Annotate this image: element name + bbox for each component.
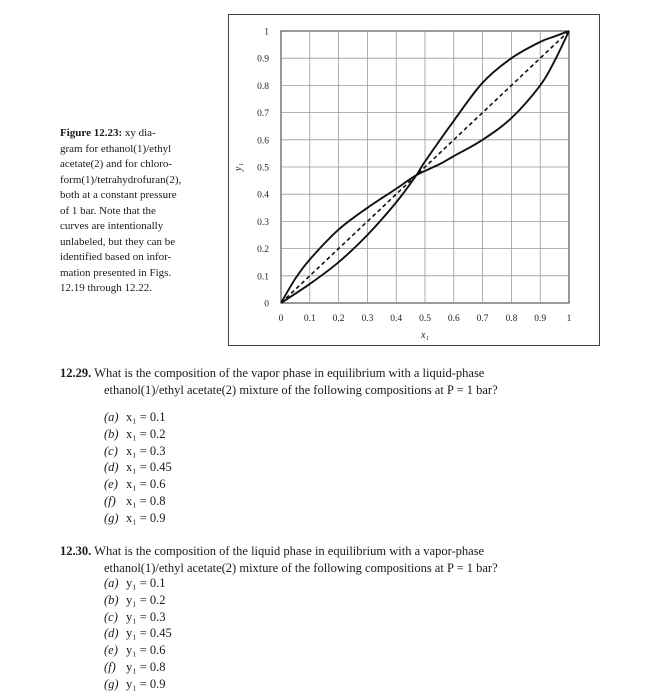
problem-12-29-options — [104, 409, 172, 527]
option-item — [104, 476, 172, 493]
option-text: x₁ = 0.45 — [126, 460, 172, 475]
y-tick-label: 0.8 — [257, 81, 269, 92]
option-text: x₁ = 0.3 — [126, 443, 166, 458]
option-text: y₁ = 0.9 — [126, 676, 166, 691]
option-item — [104, 659, 172, 676]
option-item — [104, 443, 172, 460]
option-letter: (a) — [104, 410, 119, 424]
option-item — [104, 676, 172, 693]
caption-line: unlabeled, but they can be — [60, 235, 176, 248]
option-letter: (c) — [104, 443, 118, 458]
option-item — [104, 409, 172, 426]
y-tick-label: 0.5 — [257, 163, 269, 174]
option-text: x₁ = 0.1 — [126, 410, 166, 424]
x-tick-label: 0.3 — [361, 314, 374, 324]
option-letter: (g) — [104, 676, 119, 691]
option-item — [104, 575, 172, 592]
figure-label: Figure 12.23: — [60, 127, 123, 139]
option-item — [104, 426, 172, 443]
problem-text: What is the composition of the liquid phase in equilibrium with a vapor-phase — [94, 544, 485, 558]
caption-line: curves are intentionally — [60, 220, 164, 232]
option-letter: (f) — [104, 659, 116, 674]
caption-line: form(1)/tetrahydrofuran(2), — [60, 173, 182, 186]
caption-line: gram for ethanol(1)/ethyl — [60, 142, 172, 155]
option-text: y₁ = 0.6 — [126, 643, 166, 658]
option-letter: (c) — [104, 609, 118, 624]
x-tick-label: 0.7 — [476, 314, 489, 324]
x-tick-label: 0.8 — [505, 314, 518, 324]
y-tick-label: 0.4 — [257, 190, 269, 201]
option-letter: (g) — [104, 510, 119, 525]
x-axis-label: x₁ — [421, 330, 429, 341]
y-tick-label: 0.9 — [257, 54, 269, 65]
option-item — [104, 642, 172, 659]
option-text: y₁ = 0.8 — [126, 659, 166, 674]
x-tick-label: 1 — [566, 314, 572, 324]
figure-box — [228, 14, 600, 346]
option-item — [104, 592, 172, 609]
option-text: x₁ = 0.6 — [126, 477, 166, 492]
caption-line: mation presented in Figs. — [60, 266, 172, 279]
option-letter: (d) — [104, 460, 119, 475]
x-tick-label: 0.1 — [303, 314, 316, 324]
option-letter: (e) — [104, 643, 118, 658]
option-text: x₁ = 0.9 — [126, 510, 166, 525]
problem-text: ethanol(1)/ethyl acetate(2) mixture of the following compositions at P = 1 bar? — [104, 560, 498, 575]
problem-text: ethanol(1)/ethyl acetate(2) mixture of the following compositions at P = 1 bar? — [104, 382, 498, 397]
option-letter: (e) — [104, 477, 118, 492]
problem-12-30-options — [104, 575, 172, 693]
problem-12-30 — [60, 543, 498, 576]
option-item — [104, 510, 172, 527]
option-text: y₁ = 0.45 — [126, 626, 172, 641]
option-text: y₁ = 0.1 — [126, 576, 166, 590]
y-axis-label: y₁ — [233, 163, 244, 171]
caption-line: xy dia- — [124, 127, 156, 139]
problem-12-29 — [60, 365, 498, 398]
x-tick-label: 0.9 — [534, 314, 547, 324]
option-letter: (f) — [104, 493, 116, 508]
figure-caption — [60, 126, 210, 297]
option-item — [104, 459, 172, 476]
y-tick-label: 0.3 — [257, 217, 269, 228]
option-text: x₁ = 0.8 — [126, 493, 166, 508]
problem-number: 12.29. — [60, 366, 92, 380]
y-tick-label: 0.6 — [257, 136, 269, 147]
option-text: y₁ = 0.2 — [126, 592, 166, 607]
x-tick-label: 0.4 — [390, 314, 403, 324]
x-tick-label: 0.6 — [447, 314, 460, 324]
caption-line: acetate(2) and for chloro- — [60, 158, 173, 170]
option-text: y₁ = 0.3 — [126, 609, 166, 624]
y-tick-label: 0.7 — [257, 109, 269, 120]
option-letter: (a) — [104, 576, 119, 590]
caption-line: both at a constant pressure — [60, 189, 177, 201]
option-text: x₁ = 0.2 — [126, 426, 166, 441]
option-letter: (d) — [104, 626, 119, 641]
option-letter: (b) — [104, 592, 119, 607]
x-tick-label: 0.5 — [419, 314, 431, 324]
caption-line: of 1 bar. Note that the — [60, 204, 156, 217]
caption-line: identified based on infor- — [60, 251, 172, 263]
option-item — [104, 493, 172, 510]
x-tick-label: 0 — [278, 314, 284, 324]
option-letter: (b) — [104, 426, 119, 441]
option-item — [104, 625, 172, 642]
caption-line: 12.19 through 12.22. — [60, 282, 152, 294]
problem-text: What is the composition of the vapor phase in equilibrium with a liquid-phase — [94, 366, 485, 380]
problem-number: 12.30. — [60, 544, 92, 558]
y-tick-label: 0 — [264, 299, 269, 310]
y-tick-label: 0.1 — [257, 272, 269, 283]
x-tick-label: 0.2 — [332, 314, 345, 324]
xy-diagram-chart — [229, 15, 599, 345]
y-tick-label: 1 — [264, 27, 269, 38]
y-tick-label: 0.2 — [257, 245, 269, 256]
option-item — [104, 609, 172, 626]
